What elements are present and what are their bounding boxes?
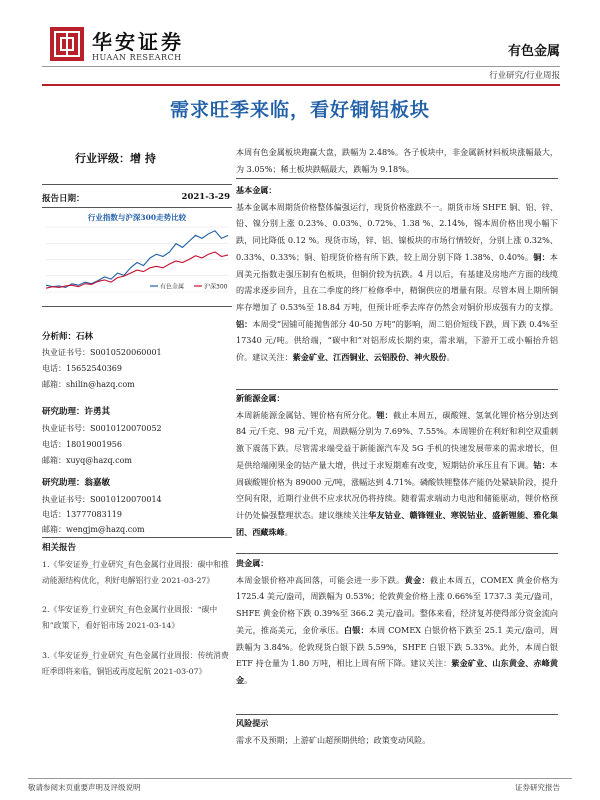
rating-label: 行业评级： xyxy=(75,152,130,165)
index-comparison-chart xyxy=(42,223,232,298)
new-energy-section xyxy=(236,390,558,540)
stock-picks: 紫金矿业、江西铜业、云铝股份、神火股份 xyxy=(292,352,447,363)
section-body xyxy=(236,199,558,366)
assistant-name: 研究助理：翁嘉敏 xyxy=(42,478,111,488)
lithium-label: 锂： xyxy=(376,409,393,420)
analyst-name: 分析师：石林 xyxy=(42,332,94,342)
aluminum-text: 本周受“因铺可能抛售部分 40-50 万吨”的影响，周二铝价短线下跌，周下跌 0.4%至 17340 元/吨。供给端，“碳中和”对铝形成长期约束，需求端，下游开工或小幅抬升铝价。建议关注： xyxy=(236,318,558,363)
section-divider xyxy=(236,553,558,554)
new-energy-text: 本周新能源金属钴、锂价格有所分化。 xyxy=(236,409,377,420)
chart-series-line-1 xyxy=(46,252,228,288)
punctuation: 。 xyxy=(244,674,253,685)
analyst-cert: 执业证书号：S0010520060001 xyxy=(42,348,162,357)
report-date-value: 2021-3-29 xyxy=(181,192,230,202)
assistant-cert: 执业证书号：S0010120070052 xyxy=(42,424,162,433)
lithium-text: 截止本周五，碳酸锂、氢氧化锂价格分别达到 84 元/千克、98 元/千克，周跌幅分别为 7.69%、7.55%。本周锂价在利好和利空双重刺激下震荡下跌。尽管需求端受益于新能源汽车及 5G 手机的快速发展带来的需求增长，但是供给端刚果金的钴产量大增，供过于求短期难有改变，短期钴价承压且有下调。 xyxy=(236,409,558,470)
footer-divider xyxy=(28,778,572,779)
related-report-link[interactable]: 2.《华安证券_行业研究_有色金属行业周报：“碳中和”政策下，看好铝市场 2021-03-14》 xyxy=(42,605,218,630)
section-body xyxy=(236,572,558,689)
divider xyxy=(42,306,232,307)
punctuation: 。 xyxy=(284,526,293,537)
gold-text: 截止本周五，COMEX 黄金价格为 1725.4 美元/盎司，周跌幅为 0.53%；伦敦黄金价格上涨 0.66%至 1737.3 美元/盎司，SHFE 黄金价格下跌 0.39%至 366.2 美元/盎司。整体来看，经济复苏使得部分资金流向美元，推高美元，金价承压。 xyxy=(236,574,558,635)
assistant-cert: 执业证书号：S0010120070014 xyxy=(42,495,162,504)
divider xyxy=(42,537,232,538)
precious-metals-section xyxy=(236,555,558,689)
section-heading: 基本金属： xyxy=(236,185,277,195)
header-divider xyxy=(42,66,560,67)
base-metals-section xyxy=(236,182,558,366)
assistant-email: 邮箱：wengjm@hazq.com xyxy=(42,525,145,534)
assistant-email: 邮箱：xuyq@hazq.com xyxy=(42,456,132,465)
cobalt-text: 本周碳酸锂价格为 89000 元/吨，涨幅达到 4.71%。磷酸铁锂整体产能仍处紧缺阶段，提升空间有限，近期行业供不应求状况仍将持续。随着需求端动力电池和储能驱动，锂价格预计仍处偏强整理状态。建议继续关注 xyxy=(236,459,558,520)
legend-label: 有色金属 xyxy=(160,283,185,291)
precious-text: 本周金银价格冲高回落，可能会进一步下跌。 xyxy=(236,574,405,585)
assistant-phone: 电话：18019001956 xyxy=(42,440,122,449)
section-heading: 风险提示 xyxy=(236,718,269,728)
sector-name: 有色金属 xyxy=(507,44,560,59)
risk-text: 需求不及预期；上游矿山超预期供给；政策变动风险。 xyxy=(236,734,431,745)
related-report-link[interactable]: 1.《华安证券_行业研究_有色金属行业周报：碳中和推动能源结构优化，利好电解铝行业 2021-03-27》 xyxy=(42,560,229,585)
footer-label: 证券研究报告 xyxy=(515,783,560,792)
summary-intro-text: 本周有色金属板块跑赢大盘，跌幅为 2.48%。各子板块中，非金属新材料板块涨幅最大，为 3.05%；稀土板块跌幅最大，跌幅为 9.18%。 xyxy=(236,147,558,174)
section-body xyxy=(236,407,558,541)
divider xyxy=(42,207,232,208)
copper-text: 本周美元指数走强压制有色板块，但铜价较为抗跌。4 月以后，有基建及房地产方面的线缆的需求逐步回升，且在二季度的终厂检修季中，精铜供应的增量有限。尽管本周上期所铜库存增加了 0.53%至 18.84 万吨，但预计旺季去库存仍然会对铜价形成强有力的支撑。 xyxy=(236,251,558,312)
divider xyxy=(42,184,232,185)
brand-name: 华安证券 xyxy=(92,30,184,54)
chart-title: 行业指数与沪深300走势比较 xyxy=(87,213,187,222)
gold-label: 黄金： xyxy=(404,574,430,585)
analyst-email: 邮箱：shilin@hazq.com xyxy=(42,380,135,389)
report-title: 需求旺季来临，看好铜铝板块 xyxy=(169,99,430,121)
industry-rating xyxy=(75,150,156,166)
assistant-phone: 电话：13777083119 xyxy=(42,510,122,519)
report-type: 行业研究/行业周报 xyxy=(489,71,560,81)
assistant-name: 研究助理：许勇其 xyxy=(42,407,111,417)
section-heading: 新能源金属： xyxy=(236,393,285,403)
risk-section xyxy=(236,715,558,748)
silver-text: 本周 COMEX 白银价格下跌至 25.1 美元/盎司，周跌幅为 3.84%。伦敦现货白银下跌 5.59%，SHFE 白银下跌 5.33%。此外，本周白银 ETF 持仓量为 1.80 万吨，相比上周有所下降。建议关注： xyxy=(236,624,558,669)
header-accent-line xyxy=(42,84,560,86)
related-reports-title: 相关报告 xyxy=(42,543,77,553)
brand-name-en: HUAAN RESEARCH xyxy=(92,53,182,62)
chart-series-line-0 xyxy=(46,231,228,288)
stock-picks: 紫金矿业、山东黄金、赤峰黄金 xyxy=(236,658,558,685)
copper-label: 铜： xyxy=(533,251,550,262)
report-date-label: 报告日期： xyxy=(42,194,85,204)
rating-value: 增 持 xyxy=(130,152,156,165)
logo xyxy=(50,27,84,61)
stock-picks: 华友钴业、赣锋锂业、寒锐钴业、盛新锂能、雅化集团、西藏珠峰 xyxy=(236,509,558,537)
silver-label: 白银： xyxy=(343,624,369,635)
aluminum-label: 铝： xyxy=(236,318,253,329)
section-heading: 贵金属： xyxy=(236,558,269,568)
related-report-link[interactable]: 3.《华安证券_行业研究_有色金属行业周报：传统消费旺季即将来临，铜铝或再度起航 2021-03-07》 xyxy=(42,651,229,676)
legend-label: 沪深300 xyxy=(204,283,228,291)
cobalt-label: 钴： xyxy=(533,459,550,470)
punctuation: 。 xyxy=(446,352,455,363)
footer-disclaimer: 敬请参阅末页重要声明及评级说明 xyxy=(28,783,141,792)
analyst-phone: 电话：15652540369 xyxy=(42,364,122,373)
base-metals-text: 基本金属本周期货价格整体偏强运行，现货价格涨跌不一。期货市场 SHFE 铜、铝、锌、铅、镍分别上涨 0.23%、0.03%、0.72%、1.38 %、2.14%，锡本周价格出现小幅下跌，同比降低 0.12 %。现货市场，锌、铝、镍板块的市场行情较好，分别上涨 0.32%、0.33%、0.33%；铜、铅现货价格有所下跌，较上周分别下降 1.38%、0.40%。 xyxy=(236,201,558,262)
section-divider xyxy=(236,178,558,179)
summary-intro xyxy=(236,144,558,177)
